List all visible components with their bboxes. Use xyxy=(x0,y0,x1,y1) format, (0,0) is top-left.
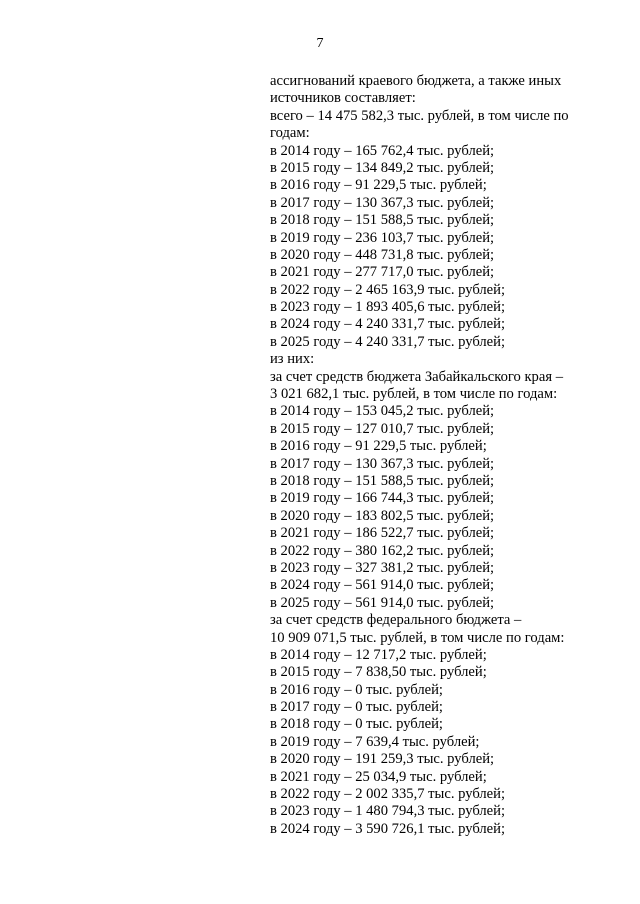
text-line: ассигнований краевого бюджета, а также иных xyxy=(270,73,562,89)
text-line: за счет средств федерального бюджета – xyxy=(270,612,522,629)
text-line: в 2024 году – 561 914,0 тыс. рублей; xyxy=(270,577,495,594)
text-line: в 2015 году – 7 838,50 тыс. рублей; xyxy=(270,664,487,681)
text-line: в 2023 году – 327 381,2 тыс. рублей; xyxy=(270,559,495,576)
text-line: в 2022 году – 2 465 163,9 тыс. рублей; xyxy=(270,281,506,298)
text-line: в 2025 году – 561 914,0 тыс. рублей; xyxy=(270,594,495,611)
text-line: в 2018 году – 0 тыс. рублей; xyxy=(270,716,443,733)
text-line: в 2017 году – 130 367,3 тыс. рублей; xyxy=(270,455,495,472)
page-number: 7 xyxy=(316,36,324,51)
text-line: в 2014 году – 165 762,4 тыс. рублей; xyxy=(270,142,495,159)
text-line: в 2023 году – 1 480 794,3 тыс. рублей; xyxy=(270,803,506,820)
funding-text-block xyxy=(270,73,600,838)
text-line: в 2014 году – 12 717,2 тыс. рублей; xyxy=(270,646,487,663)
text-line: в 2021 году – 277 717,0 тыс. рублей; xyxy=(270,264,495,281)
text-line: в 2025 году – 4 240 331,7 тыс. рублей; xyxy=(270,333,506,350)
text-line: 3 021 682,1 тыс. рублей, в том числе по годам: xyxy=(270,386,558,403)
text-line: всего – 14 475 582,3 тыс. рублей, в том числе по xyxy=(270,107,569,124)
text-line: в 2016 году – 91 229,5 тыс. рублей; xyxy=(270,177,487,194)
text-line: из них: xyxy=(270,351,315,368)
text-line: в 2021 году – 186 522,7 тыс. рублей; xyxy=(270,525,495,542)
text-line: годам: xyxy=(270,125,310,142)
text-line: в 2021 году – 25 034,9 тыс. рублей; xyxy=(270,768,487,785)
text-line: 10 909 071,5 тыс. рублей, в том числе по годам: xyxy=(270,629,565,646)
text-line: за счет средств бюджета Забайкальского края – xyxy=(270,368,563,385)
text-line: в 2019 году – 236 103,7 тыс. рублей; xyxy=(270,229,495,246)
text-line: в 2022 году – 380 162,2 тыс. рублей; xyxy=(270,542,495,559)
text-line: в 2017 году – 0 тыс. рублей; xyxy=(270,699,443,716)
text-line: в 2024 году – 3 590 726,1 тыс. рублей; xyxy=(270,820,506,837)
text-line: в 2023 году – 1 893 405,6 тыс. рублей; xyxy=(270,299,506,316)
text-line: в 2020 году – 191 259,3 тыс. рублей; xyxy=(270,751,495,768)
text-line: в 2017 году – 130 367,3 тыс. рублей; xyxy=(270,194,495,211)
text-line: в 2018 году – 151 588,5 тыс. рублей; xyxy=(270,212,495,229)
text-line: в 2016 году – 91 229,5 тыс. рублей; xyxy=(270,438,487,455)
text-line: в 2020 году – 183 802,5 тыс. рублей; xyxy=(270,507,495,524)
text-line: в 2022 году – 2 002 335,7 тыс. рублей; xyxy=(270,786,506,803)
text-line: в 2014 году – 153 045,2 тыс. рублей; xyxy=(270,403,495,420)
text-line: в 2019 году – 7 639,4 тыс. рублей; xyxy=(270,733,480,750)
text-line: в 2016 году – 0 тыс. рублей; xyxy=(270,681,443,698)
text-line: в 2015 году – 134 849,2 тыс. рублей; xyxy=(270,159,495,176)
text-line: в 2018 году – 151 588,5 тыс. рублей; xyxy=(270,472,495,489)
text-line: в 2015 году – 127 010,7 тыс. рублей; xyxy=(270,420,495,437)
text-line: в 2019 году – 166 744,3 тыс. рублей; xyxy=(270,490,495,507)
text-line: источников составляет: xyxy=(270,90,416,107)
text-line: в 2020 году – 448 731,8 тыс. рублей; xyxy=(270,246,495,263)
text-line: в 2024 году – 4 240 331,7 тыс. рублей; xyxy=(270,316,506,333)
